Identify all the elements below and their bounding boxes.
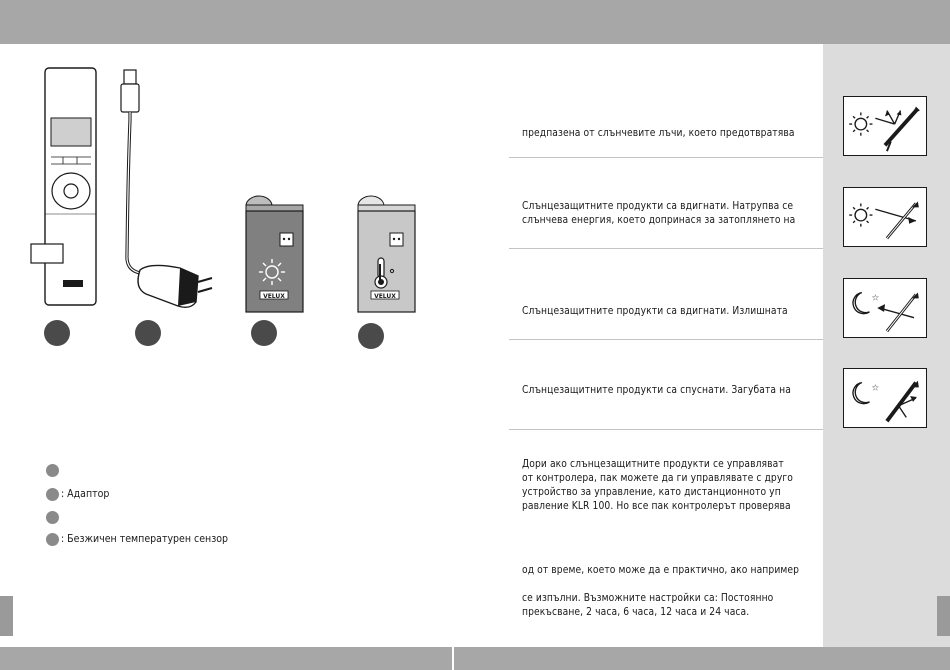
paragraph-line: Дори ако слънцезащитните продукти се управляват xyxy=(522,459,784,470)
icon-box xyxy=(843,96,927,156)
bottom-band-divider xyxy=(452,647,454,670)
moon-blind-lowered-icon xyxy=(844,369,926,427)
bottom-footer-band xyxy=(0,647,950,670)
legend-item xyxy=(46,532,228,546)
sun-blind-raised-pass-icon xyxy=(844,188,926,246)
paragraph xyxy=(522,127,795,141)
paragraph-line: устройство за управление, като дистанционното уп xyxy=(522,487,781,498)
legend-bullet xyxy=(46,488,59,501)
legend-bullet xyxy=(46,511,59,524)
section-separator xyxy=(509,339,823,340)
legend-text: : Адаптор xyxy=(61,488,110,500)
paragraph-line: слънчева енергия, което допринася за затоплянето на xyxy=(522,215,796,226)
paragraph xyxy=(522,305,788,319)
svg-text:☆: ☆ xyxy=(871,293,880,304)
number-marker-1 xyxy=(44,320,70,346)
temperature-sensor-brand: VELUX xyxy=(374,293,396,300)
icon-box xyxy=(843,187,927,247)
legend-bullet xyxy=(46,464,59,477)
left-edge-tab xyxy=(0,596,13,636)
number-marker-4 xyxy=(358,323,384,349)
paragraph-line: од от време, което може да е практично, ако например xyxy=(522,565,800,576)
right-edge-tab xyxy=(937,596,950,636)
paragraph-line: Слънцезащитните продукти са вдигнати. Излишната xyxy=(522,306,788,317)
devices-illustration xyxy=(0,60,440,360)
paragraph-line: предпазена от слънчевите лъчи, което предотвратява xyxy=(522,128,795,139)
legend-item xyxy=(46,510,61,524)
section-separator xyxy=(509,157,823,158)
legend-bullet xyxy=(46,533,59,546)
paragraph xyxy=(522,200,795,228)
legend-item xyxy=(46,463,61,477)
paragraph-line: прекъсване, 2 часа, 6 часа, 12 часа и 24 часа. xyxy=(522,607,750,618)
number-marker-3 xyxy=(251,320,277,346)
icon-box xyxy=(843,278,927,338)
paragraph-line: се изпълни. Възможните настройки са: Постоянно xyxy=(522,593,774,604)
adapter-icon xyxy=(121,70,212,307)
paragraph-line: Слънцезащитните продукти са спуснати. Загубата на xyxy=(522,385,791,396)
icon-box xyxy=(843,368,927,428)
moon-blind-raised-icon xyxy=(844,279,926,337)
number-marker-2 xyxy=(135,320,161,346)
section-separator xyxy=(509,429,823,430)
paragraph-line: равление KLR 100. Но все пак контролерът проверява xyxy=(522,501,791,512)
svg-text:☆: ☆ xyxy=(871,383,880,394)
paragraph xyxy=(522,384,791,398)
paragraph-line: Слънцезащитните продукти са вдигнати. Натрупва се xyxy=(522,201,794,212)
remote-label-box xyxy=(31,244,63,263)
remote-control-icon xyxy=(45,68,96,305)
paragraph xyxy=(522,564,799,578)
sun-blind-raised-reflect-icon xyxy=(844,97,926,155)
top-header-band xyxy=(0,0,950,44)
paragraph xyxy=(522,592,773,620)
paragraph xyxy=(522,458,793,514)
section-separator xyxy=(509,248,823,249)
legend-text: : Безжичен температурен сензор xyxy=(61,533,229,545)
paragraph-line: от контролера, пак можете да ги управлявате с друго xyxy=(522,473,793,484)
sun-sensor-brand: VELUX xyxy=(263,293,285,300)
legend-item xyxy=(46,487,109,501)
